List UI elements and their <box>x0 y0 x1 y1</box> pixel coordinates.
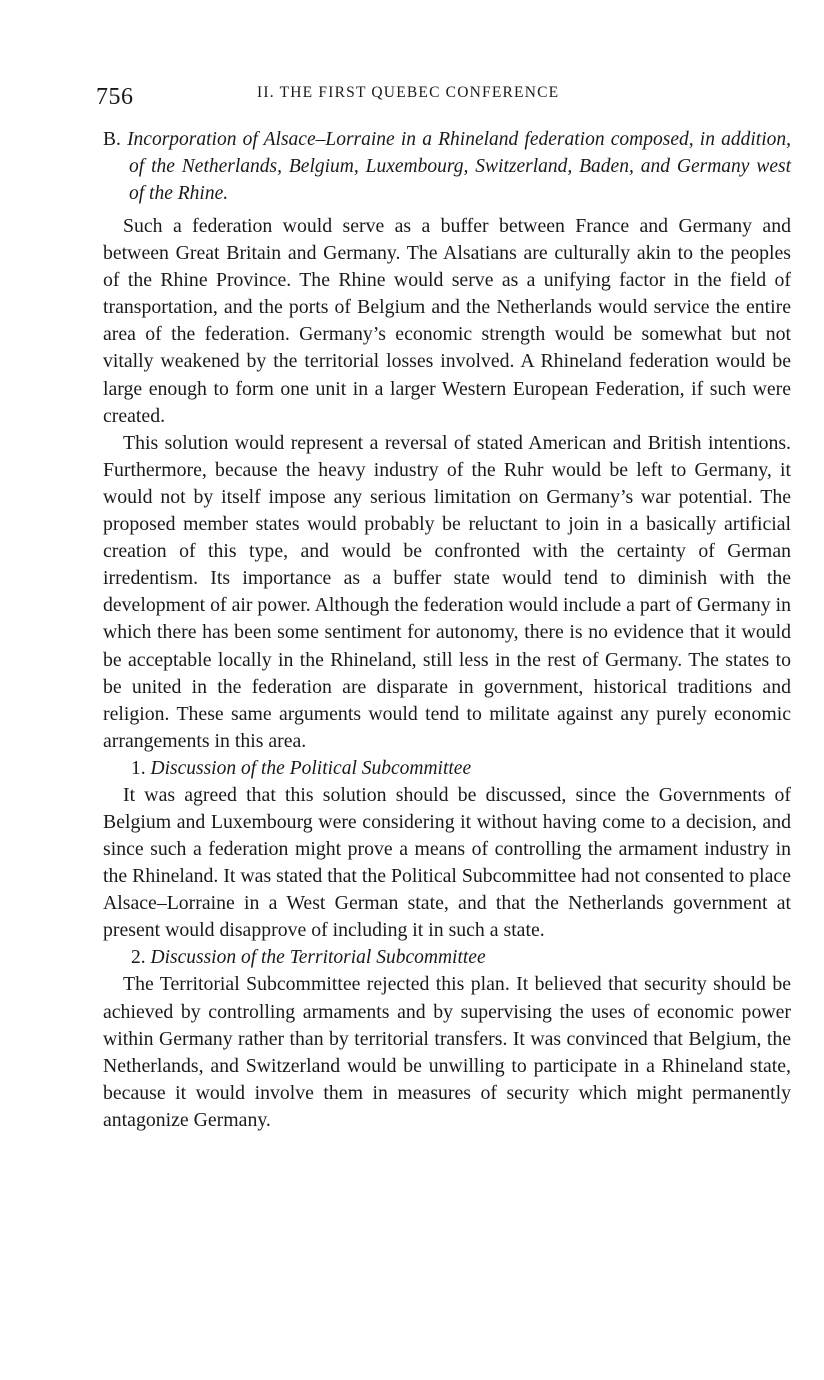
subsection-heading-political <box>103 755 791 782</box>
page-number: 756 <box>96 84 134 110</box>
section-heading <box>103 126 791 207</box>
subsection-heading-text: Discussion of the Territorial Subcommittee <box>150 947 486 969</box>
subsection-number: 2. <box>131 947 146 969</box>
page <box>96 78 791 1134</box>
subsection-number: 1. <box>131 757 146 779</box>
section-heading-text: Incorporation of Alsace–Lorraine in a Rhineland federation composed, in addition, of the Netherlands, Belgium, Luxembourg, Switzerland, Baden, and Germany west of the Rhine. <box>127 129 791 204</box>
paragraph-political-discussion: It was agreed that this solution should be discussed, since the Governments of Belgium and Luxembourg were considering it without having come to a decision, and since such a federation might prove a means of controlling the armament industry in the Rhineland. It was stated that the Political Subcommittee had not consented to place Alsace–Lorraine in a West German state, and that the Netherlands government at present would disapprove of including it in such a state. <box>103 783 791 942</box>
subsection-heading-territorial <box>103 944 791 971</box>
running-head <box>96 78 791 112</box>
section-letter: B. <box>103 129 121 150</box>
paragraph-reversal-of-intentions: This solution would represent a reversal of stated American and British intentions. Furthermore, because the heavy industry of the Ruhr would be left to Germany, it would not by itself impose any serious limitation on Germany’s war potential. The proposed member states would probably be reluctant to join in a basically artificial creation of this type, and would be confronted with the certainty of German irredentism. Its importance as a buffer state would tend to diminish with the development of air power. Although the federation would include a part of Germany in which there has been some sentiment for autonomy, there is no evidence that it would be acceptable locally in the Rhineland, still less in the rest of Germany. The states to be united in the federation are disparate in government, historical traditions and religion. These same arguments would tend to militate against any purely economic arrangements in this area. <box>103 431 791 752</box>
paragraph-federation-buffer: Such a federation would serve as a buffer between France and Germany and between Great Britain and Germany. The Alsatians are culturally akin to the peoples of the Rhine Province. The Rhine would serve as a unifying factor in the field of transportation, and the ports of Belgium and the Netherlands would service the entire area of the federation. Germany’s economic strength would be somewhat but not vitally weakened by the territorial losses involved. A Rhineland federation would be large enough to form one unit in a larger Western European Federation, if such were created. <box>103 215 791 427</box>
running-head-title: II. THE FIRST QUEBEC CONFERENCE <box>257 84 560 101</box>
subsection-heading-text: Discussion of the Political Subcommittee <box>150 757 472 779</box>
paragraph-territorial-discussion: The Territorial Subcommittee rejected this plan. It believed that security should be achieved by controlling armaments and by supervising the uses of economic power within Germany rather than by territorial transfers. It was convinced that Belgium, the Netherlands, and Switzerland would be unwilling to participate in a Rhineland state, because it would involve them in measures of security which might permanently antagonize Germany. <box>103 973 791 1131</box>
